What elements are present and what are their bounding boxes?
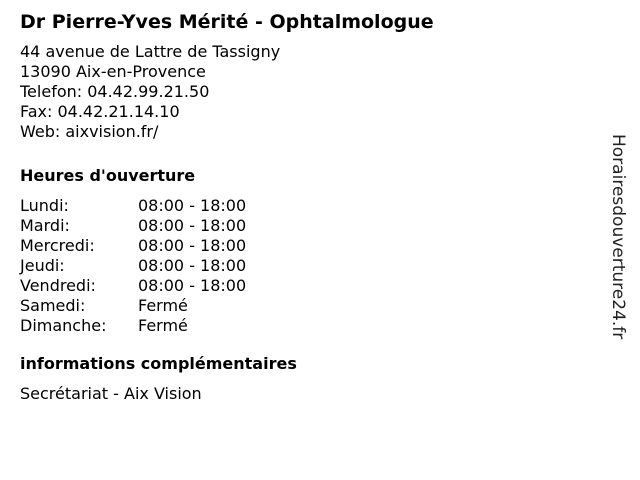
opening-hours-table bbox=[20, 196, 600, 336]
day-label: Dimanche: bbox=[20, 316, 107, 335]
day-label: Samedi: bbox=[20, 296, 86, 315]
hours-row bbox=[20, 216, 600, 236]
hours-value: 08:00 - 18:00 bbox=[138, 236, 247, 255]
business-card bbox=[20, 10, 600, 404]
hours-row bbox=[20, 256, 600, 276]
fax-number: Fax: 04.42.21.14.10 bbox=[20, 102, 180, 121]
day-label: Mardi: bbox=[20, 216, 70, 235]
hours-value: 08:00 - 18:00 bbox=[138, 256, 247, 275]
hours-row bbox=[20, 196, 600, 216]
hours-value: Fermé bbox=[138, 296, 188, 315]
day-label: Lundi: bbox=[20, 196, 69, 215]
hours-row bbox=[20, 316, 600, 336]
additional-info-title: informations complémentaires bbox=[20, 354, 297, 373]
address-line-1: 44 avenue de Lattre de Tassigny bbox=[20, 42, 281, 61]
hours-value: 08:00 - 18:00 bbox=[138, 196, 247, 215]
address-line-2: 13090 Aix-en-Provence bbox=[20, 62, 206, 81]
day-label: Vendredi: bbox=[20, 276, 96, 295]
hours-value: 08:00 - 18:00 bbox=[138, 276, 247, 295]
doctor-name: Dr Pierre-Yves Mérité - Ophtalmologue bbox=[20, 11, 434, 33]
hours-row bbox=[20, 296, 600, 316]
day-label: Mercredi: bbox=[20, 236, 95, 255]
additional-info-text: Secrétariat - Aix Vision bbox=[20, 384, 202, 403]
website-link[interactable]: Web: aixvision.fr/ bbox=[20, 122, 159, 141]
day-label: Jeudi: bbox=[20, 256, 65, 275]
hours-value: Fermé bbox=[138, 316, 188, 335]
hours-row bbox=[20, 236, 600, 256]
watermark-text: Horairesdouverture24.fr bbox=[608, 134, 628, 340]
hours-value: 08:00 - 18:00 bbox=[138, 216, 247, 235]
opening-hours-title: Heures d'ouverture bbox=[20, 166, 196, 185]
hours-row bbox=[20, 276, 600, 296]
phone-number: Telefon: 04.42.99.21.50 bbox=[20, 82, 210, 101]
